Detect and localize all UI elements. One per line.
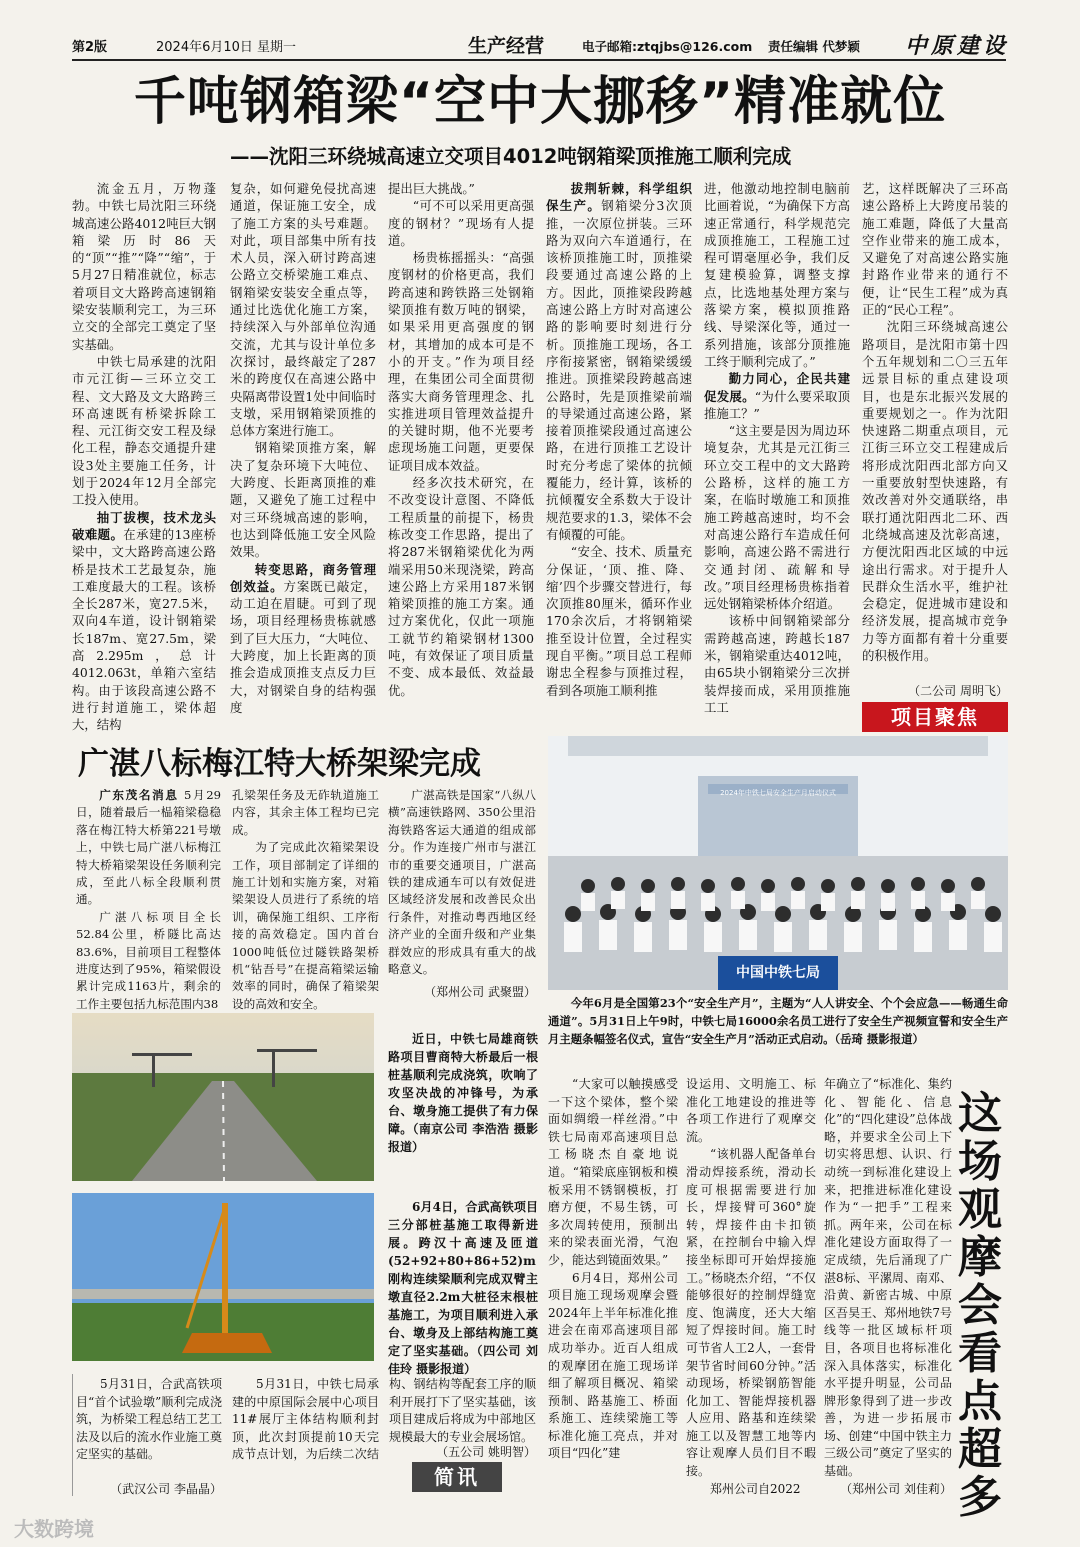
meijiang-title: 广湛八标梅江特大桥架梁完成 [78, 746, 481, 782]
project-focus-badge: 项目聚焦 [862, 702, 1008, 732]
paragraph: “安全、技术、质量充分保证，‘顶、推、降、缩’四个步骤交替进行，每次顶推80厘米，循环作业170余次后，才将钢箱梁推至设计位置，全过程实现自平衡。”项目总工程师谢忠全程参与顶推过程，看到各项施工顺利推 [546, 544, 692, 698]
paragraph: 杨贵栋摇摇头：“高强度钢材的价格更高，我们跨高速和跨铁路三处钢箱梁顶推有数万吨的钢梁，如果采用更高强度的钢材，其增加的成本可是不小的开支。”作为项目经理，在集团公司全面贯彻落实大商务管理理念、扎实推进项目管理效益提升的关键时期，他不光要考虑现场施工问题，更要保证项目成本效益。 [388, 250, 534, 473]
subhead: 抽丁拔楔，技术龙头破难题。 [72, 509, 216, 542]
section-title: 生产经营 [468, 35, 545, 57]
paragraph: “该机器人配备单台滑动焊接系统，滑动长度可根据需要进行加长，焊接臂可360°旋转，焊接件由卡扣锁紧，在控制台中输入焊接坐标即可开始焊接施工。”杨晓杰介绍，“不仅能够很好的控制焊缝宽度、饱满度，还大大缩短了焊接时间。施工时可节省人工2人，一套骨架节省时间60分钟。”活动现场，桥梁钢筋智能化加工、智能焊接机器人应用、路基和连续梁施工以及智慧工地等内容让观摩人员们目不暇接。 [686, 1147, 816, 1479]
divider [72, 1374, 73, 1496]
subhead: 勤力同心，企民共建促发展。 [704, 371, 850, 404]
paragraph: 流金五月，万物蓬勃。中铁七局沈阳三环绕城高速公路4012吨巨大钢箱梁历时86天的“顶”“推”“降”“缩”，于5月27日精准就位，标志着项目文大路跨高速钢箱梁安装顺利完工，为三环立交的全部完工奠定了坚实基础。 [72, 181, 216, 352]
brief-badge: 简讯 [412, 1462, 502, 1492]
paragraph: 沈阳三环绕城高速公路项目，是沈阳市第十四个五年规划和二〇三五年远景目标的重点建设项目，也是东北振兴发展的重要规划之一。作为沈阳快速路二期重点项目，元江街三环立交工程建成后将形成沈阳西北部方向又一重要放射型快速路，有效改善对外交通联络，串联打通沈阳西北二环、西北绕城高速及沈彰高速，方便沈阳西北区域的中远途出行需求。对于提升人民群众生活水平，维护社会稳定，促进城市建设和经济发展，提高城市竞争力等方面都有着十分重要的积极作用。 [862, 319, 1008, 664]
editor: 责任编辑 代梦颖 [768, 39, 860, 54]
subhead: 转变思路，商务管理创效益。 [230, 561, 376, 594]
crec7-logo: 中国中铁七局 [736, 965, 820, 981]
lead-column-5 [704, 180, 850, 728]
brief-item-1-credit: （武汉公司 李晶晶） [110, 1482, 222, 1496]
watermark: 大数跨境 [14, 1517, 94, 1541]
safety-month-caption [548, 994, 1008, 1048]
meijiang-column-1 [76, 787, 221, 1011]
lead-column-3 [388, 180, 534, 728]
paragraph: “为什么要采取顶推施工？” [704, 388, 851, 421]
paragraph: “可不可以采用更高强度的钢材？”现场有人提道。 [388, 198, 534, 248]
observe-title: 这场观摩会看点超多 [958, 1088, 1002, 1523]
paragraph: “这主要是因为周边环境复杂，尤其是元江街三环立交工程中的文大路跨公路桥，这样的施工方案，在临时墩施工和顶推施工跨越高速时，均不会对高速公路行车造成任何影响，高速公路不需进行交通封闭、疏解和导改。”项目经理杨贵栋指着远处钢箱梁桥体介绍道。 [704, 423, 850, 612]
subhead: 拔荆斩棘，科学组织保生产。 [546, 181, 692, 214]
paragraph: 6月4日，郑州公司项目施工现场观摩会暨2024年上半年标准化推进会在南邓高速项目部成功举办。近百人组成的观摩团在施工现场详细了解项目概况、箱梁预制、路基施工、桥面系施工、连续梁施工等标准化施工亮点，并对项目“四化”建 [548, 1270, 678, 1461]
lead-column-4 [546, 180, 692, 728]
page-number: 第2版 [72, 40, 108, 55]
meijiang-column-3 [388, 787, 536, 977]
photo-news-1-caption [388, 1030, 538, 1156]
paragraph: 复杂，如何避免侵扰高速通道，保证施工安全，成了施工方案的头号难题。对此，项目部集中所有技术人员，深入研讨跨高速公路立交桥梁施工难点、钢箱梁安装安全重点等，通过比选优化施工方案，持续深入与外部单位沟通交流，尤其与设计单位多次探讨，最终敲定了287米的跨度仅在高速公路中央隔离带设置1处中间临时支墩，采用钢箱梁顶推的总体方案进行施工。 [230, 181, 376, 439]
caption-text: 6月4日，合武高铁项目三分部桩基施工取得新进展。跨汉十高速及匝道(52+92+80+86+52)m刚构连续梁顺利完成双臂主墩直径2.2m大桩径末根桩基施工，为项目顺利进入承台、墩身及上部结构施工奠定了坚实基础。（四公司 刘佳玲 摄影报道） [388, 1200, 538, 1376]
paragraph: 经多次技术研究，在不改变设计意图、不降低工程质量的前提下，杨贵栋改变工作思路，提出了将287米钢箱梁优化为两端采用50米现浇梁，跨高速公路上方采用187米钢箱梁顶推的施工方案。通过方案优化，仅此一项施工就节约箱梁钢材1300吨，有效保证了项目质量不变、成本最低、效益最优。 [388, 475, 534, 698]
paragraph: 5月31日，中铁七局承建的中原国际会展中心项目11#展厅主体结构顺利封顶，此次封顶提前10天完成节点计划，为后续二次结构、钢结构等配套工序的顺利开展打下了坚实基础，该项目建成后将成为中部地区规模最大的专业会展场馆。 [232, 1377, 536, 1461]
paragraph: 中铁七局承建的沈阳市元江街—三环立交工程、文大路及文大路跨三环高速既有桥梁拆除工程、元江街交安工程及绿化工程，静态交通提升建设3处主要施工任务，计划于2024年12月全部完工投入使用。 [72, 353, 216, 508]
highway-illustration [72, 1013, 374, 1181]
paragraph: 广湛高铁是国家“八纵八横”高速铁路网、350公里沿海铁路客运大通道的组成部分。作为连接广州市与湛江市的重要交通项目，广湛高铁的建成通车可以有效促进区域经济发展和改善民众出行条件，对推动粤西地区经济产业的全面升级和产业集群效应的形成具有重大的战略意义。 [388, 788, 536, 977]
meeting-hall-illustration [548, 736, 1008, 990]
lead-title: 千吨钢箱梁“空中大挪移”精准就位 [133, 72, 947, 132]
paragraph: 钢箱梁顶推方案，解决了复杂环境下大吨位、大跨度、长距离顶推的难题，又避免了施工过程中对三环绕城高速的影响，也达到降低施工安全风险效果。 [230, 440, 376, 560]
caption-text: 近日，中铁七局雄商铁路项目曹商特大桥最后一根桩基顺利完成浇筑，吹响了攻坚决战的冲锋号，为承台、墩身施工提供了有力保障。（南京公司 李浩浩 摄影报道） [388, 1032, 538, 1154]
paragraph: 为了完成此次箱梁架设工作，项目部制定了详细的施工计划和实施方案，对箱梁架设人员进行了系统的培训，确保施工组织、工序衔接的高效稳定。国内首台1000吨低位过隧铁路架桥机“钻吾号”在提高箱梁运输效率的同时，确保了箱梁架设的高效和安全。 [232, 840, 379, 1011]
paragraph: 5月31日，合武高铁项目“首个试验墩”顺利完成浇筑，为桥梁工程总结工艺工法及以后的流水作业施工奠定坚实的基础。 [76, 1377, 222, 1461]
observe-credit: （郑州公司 刘佳莉） [840, 1482, 952, 1496]
paragraph: 进，他激动地控制电脑前比画着说，“为确保下方高速正常通行，科学规范完成顶推施工，工程施工过程可谓毫厘必争，我们反复建模验算，调整支撑点，比选地基处理方案与落梁方案，模拟顶推路线、导梁深化等，通过一系列措施，该部分顶推施工终于顺利完成了。” [704, 181, 850, 369]
photo-news-2-caption [388, 1198, 538, 1378]
lead-column-1 [72, 180, 216, 733]
lead-credit: （二公司 周明飞） [908, 684, 1008, 698]
paragraph: 5月29日，随着最后一榀箱梁稳稳落在梅江特大桥第221号墩上，中铁七局广湛八标梅江特大桥箱梁架设任务顺利完成，至此八标全段顺利贯通。 [76, 788, 221, 907]
paragraph: 郑州公司自2022 [710, 1481, 801, 1496]
meijiang-column-2 [232, 787, 379, 1011]
meijiang-credit: （郑州公司 武聚盟） [424, 985, 536, 999]
brief-item-2-credit: （五公司 姚明智） [436, 1445, 536, 1459]
observe-column-3 [824, 1076, 952, 1479]
pile-driver-photo [72, 1193, 374, 1361]
highway-bridge-photo [72, 1013, 374, 1181]
caption-text: 今年6月是全国第23个“安全生产月”，主题为“人人讲安全、个个会应急——畅通生命通道”。5月31日上午9时，中铁七局16000余名员工进行了安全生产视频宣誓和安全生产月主题条幅签名仪式，宣告“安全生产月”活动正式启动。（岳琦 摄影报道） [548, 996, 1008, 1046]
lead-column-2 [230, 180, 376, 728]
paragraph: “大家可以触摸感受一下这个梁体，整个梁面如绸缎一样丝滑。”中铁七局南邓高速项目总工杨晓杰自豪地说道。“箱梁底座钢板和模板采用不锈钢模板，打磨方便，不易生锈，可多次周转使用，预制出来的梁表面光滑，气泡少，能达到镜面效果。” [548, 1077, 678, 1267]
observe-column-1 [548, 1076, 678, 1500]
lead-subtitle: ——沈阳三环绕城高速立交项目4012吨钢箱梁顶推施工顺利完成 [230, 145, 792, 168]
email: 电子邮箱:ztqjbs@126.com [582, 39, 753, 54]
paragraph: 该桥中间钢箱梁部分需跨越高速，跨越长187米，钢箱梁重达4012吨，由65块小钢箱梁分三次拼装焊接而成，采用顶推施工工 [704, 613, 850, 715]
masthead: 中原建设 [905, 33, 1010, 59]
rig-illustration [72, 1193, 374, 1361]
header-rule [72, 59, 1006, 61]
paragraph: 设运用、文明施工、标准化工地建设的推进等各项工作进行了观摩交流。 [686, 1077, 816, 1144]
paragraph: 钢箱梁分3次顶推，一次原位拼装。三环路为双向六车道通行，在该桥顶推施工时，顶推梁段要通过高速公路的上方。因此，顶推梁段跨越高速公路上方时对高速公路的影响要时刻进行分析。顶推施工现场，各工序衔接紧密，钢箱梁缓缓推进。顶推梁段跨越高速公路时，先是顶推梁前端的导梁通过高速公路，紧接着顶推梁段通过高速公路，在进行顶推工艺设计时充分考虑了梁体的抗倾覆能力，经计算，该桥的抗倾覆安全系数大于设计规范要求的1.3，梁体不会有倾覆的可能。 [546, 198, 692, 542]
paragraph: 方案既已敲定，动工迫在眉睫。可到了现场，项目经理杨贵栋就感到了巨大压力，“大吨位、大跨度，加上长距离的顶推会造成顶推支点反力巨大，对钢梁自身的结构强度 [230, 578, 377, 715]
paragraph: 孔梁架任务及无砟轨道施工内容，其余主体工程均已完成。 [232, 788, 379, 837]
paragraph: 提出巨大挑战。” [388, 181, 475, 196]
paragraph: 广湛八标项目全长52.84公里，桥隧比高达83.6%，目前项目工程整体进度达到了95%，箱梁假设累计完成1163片，剩余的工作主要包括九标范围内38 [76, 909, 221, 1011]
brief-item-1 [76, 1376, 222, 1480]
safety-month-photo [548, 736, 1008, 990]
issue-date: 2024年6月10日 星期一 [156, 40, 297, 55]
paragraph: 艺，这样既解决了三环高速公路桥上大跨度吊装的施工难题，降低了大量高空作业带来的施工成本，又避免了对高速公路实施封路作业带来的通行不便，让“民生工程”成为真正的“民心工程”。 [862, 181, 1008, 318]
paragraph: 年确立了“标准化、集约化、智能化、信息化”的“四化建设”总体战略，并要求全公司上下切实将思想、认识、行动统一到标准化建设上来，把推进标准化建设作为“一把手”工程来抓。两年来，公司在标准化建设方面取得了一定成绩，先后涌现了广湛8标、平漯周、南邓、沿黄、新密古城、中原区吾昊王、郑州地铁7号线等一批区域标杆项目，各项目也将标准化深入具体落实，标准化水平提升明显，公司品牌形象得到了进一步改善，为进一步拓展市场、创建“中国中铁主力三级公司”奠定了坚实的基础。 [824, 1077, 952, 1479]
subhead: 广东茂名消息 [99, 788, 179, 802]
banner-text: 2024年中铁七局安全生产月启动仪式 [720, 789, 836, 797]
lead-column-6 [862, 180, 1008, 680]
paragraph: 在承建的13座桥梁中，文大路跨高速公路桥是技术工艺最复杂，施工难度最大的工程。该桥全长287米，宽27.5米，双向4车道，设计钢箱梁长187m、宽27.5m，梁高2.295m，总计4012.063t，单箱六室结构。由于该段高速公路不进行封道施工，梁体超大，结构 [72, 526, 216, 733]
observe-column-2 [686, 1076, 816, 1500]
